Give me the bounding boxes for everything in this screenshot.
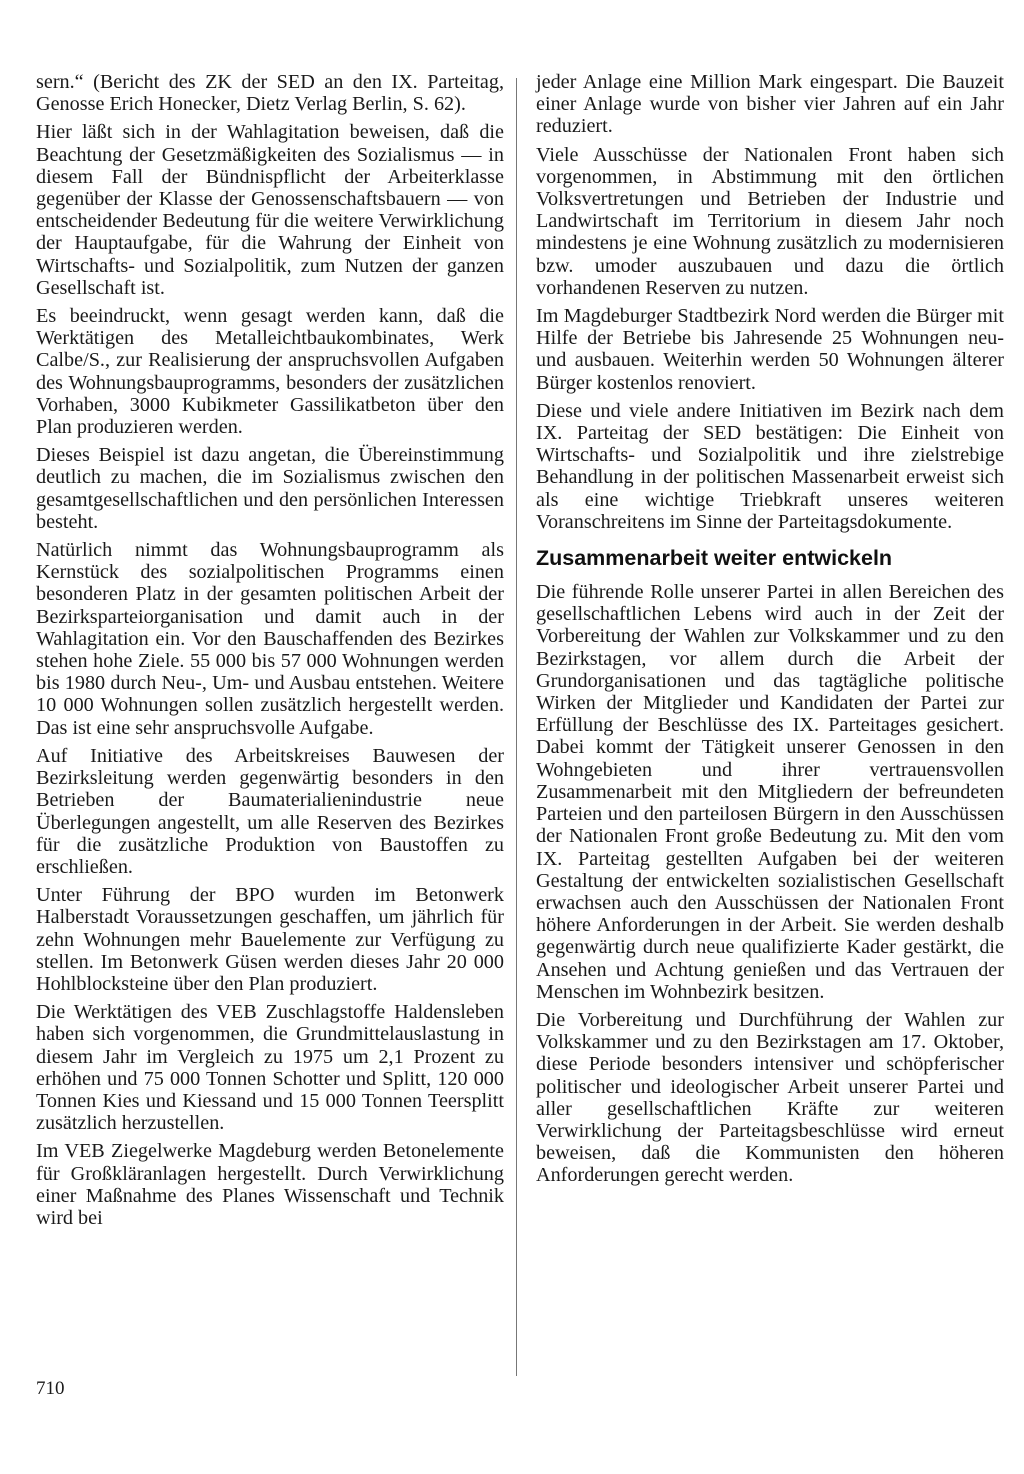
left-paragraph-5: Natürlich nimmt das Wohnungsbauprogramm als Kernstück des sozialpolitischen Programms einen besonderen Platz in der gesamten politischen Arbeit der Bezirksparteiorganisation und damit auch in der Wahlagitation ein. Vor den Bauschaffenden des Bezirkes stehen hohe Ziele. 55 000 bis 57 000 Wohnungen werden bis 1980 durch Neu-, Um- und Ausbau entstehen. Weitere 10 000 Wohnungen sollen zusätzlich hergestellt werden. Das ist eine sehr anspruchsvolle Aufgabe. [36,539,504,739]
left-paragraph-9: Im VEB Ziegelwerke Magdeburg werden Betonelemente für Großkläranlagen hergestellt. Durch Verwirklichung einer Maßnahme des Planes Wissenschaft und Technik wird bei [36,1140,504,1229]
page-number: 710 [36,1378,65,1399]
right-column [536,71,1004,1193]
column-divider [516,78,517,1376]
left-paragraph-7: Unter Führung der BPO wurden im Betonwerk Halberstadt Voraussetzungen geschaffen, um jährlich für zehn Wohnungen mehr Bauelemente zur Verfügung zu stellen. Im Betonwerk Güsen werden dieses Jahr 20 000 Hohlblocksteine über den Plan produziert. [36,884,504,995]
right-paragraph-1: jeder Anlage eine Million Mark eingespart. Die Bauzeit einer Anlage wurde von bisher vier Jahren auf ein Jahr reduziert. [536,71,1004,138]
left-paragraph-2: Hier läßt sich in der Wahlagitation beweisen, daß die Beachtung der Gesetzmäßigkeiten des Sozialismus — in diesem Fall der Bündnispflicht der Arbeiterklasse gegenüber der Klasse der Genossenschaftsbauern — von entscheidender Bedeutung für die weitere Verwirklichung der Hauptaufgabe, für die Wahrung der Einheit von Wirtschafts- und Sozialpolitik, zum Nutzen der ganzen Gesellschaft ist. [36,121,504,299]
left-paragraph-4: Dieses Beispiel ist dazu angetan, die Übereinstimmung deutlich zu machen, die im Sozialismus zwischen den gesamtgesellschaftlichen und den persönlichen Interessen besteht. [36,444,504,533]
left-paragraph-6: Auf Initiative des Arbeitskreises Bauwesen der Bezirksleitung werden gegenwärtig besonders in den Betrieben der Baumaterialienindustrie neue Überlegungen angestellt, um alle Reserven des Bezirkes für die zusätzliche Produktion von Baustoffen zu erschließen. [36,744,504,878]
right-paragraph-3: Im Magdeburger Stadtbezirk Nord werden die Bürger mit Hilfe der Betriebe bis Jahresende 25 Wohnungen neu- und ausbauen. Weiterhin werden 50 Wohnungen älterer Bürger kostenlos renoviert. [536,305,1004,394]
right-paragraph-6: Die Vorbereitung und Durchführung der Wahlen zur Volkskammer und zu den Bezirkstagen am 17. Oktober, diese Periode besonders intensiver und schöpferischer politischer und ideologischer Arbeit unserer Partei und aller gesellschaftlichen Kräfte zur weiteren Verwirklichung der Parteitagsbeschlüsse wird erneut beweisen, daß die Kommunisten den höheren Anforderungen gerecht werden. [536,1008,1004,1187]
section-heading: Zusammenarbeit weiter entwickeln [536,546,893,571]
right-paragraph-4: Diese und viele andere Initiativen im Bezirk nach dem IX. Parteitag der SED bestätigen: Die Einheit von Wirtschafts- und Sozialpolitik und ihre zielstrebige Behandlung in der politischen Massenarbeit erweist sich als eine wichtige Triebkraft unseres weiteren Voranschreitens im Sinne der Parteitagsdokumente. [536,399,1004,533]
right-paragraph-5: Die führende Rolle unserer Partei in allen Bereichen des gesellschaftlichen Lebens wird auch in der Zeit der Vorbereitung der Wahlen zur Volkskammer und zu den Bezirkstagen, vor allem durch die Arbeit der Grundorganisationen und das tagtägliche politische Wirken der Mitglieder und Kandidaten der Partei zur Erfüllung der Beschlüsse des IX. Parteitages gesichert. Dabei kommt der Tätigkeit unserer Genossen in den Wohngebieten und ihrer vertrauensvollen Zusammenarbeit mit den Mitgliedern der befreundeten Parteien und den parteilosen Bürgern in den Ausschüssen der Nationalen Front große Bedeutung zu. Mit den vom IX. Parteitag gestellten Aufgaben bei der weiteren Gestaltung der entwickelten sozialistischen Gesellschaft erwachsen auch den Ausschüssen der Nationalen Front höhere Anforderungen in der Arbeit. Sie werden deshalb gegenwärtig durch neue qualifizierte Kader gestärkt, die Ansehen und Achtung genießen und das Vertrauen der Menschen im Wohnbezirk besitzen. [536,581,1004,1003]
left-paragraph-3: Es beeindruckt, wenn gesagt werden kann, daß die Werktätigen des Metalleichtbaukombinates, Werk Calbe/S., zur Realisierung der anspruchsvollen Aufgaben des Wohnungsbauprogramms, besonders der zusätzlichen Vorhaben, 3000 Kubikmeter Gassilikatbeton über den Plan produzieren werden. [36,305,504,439]
left-paragraph-8: Die Werktätigen des VEB Zuschlagstoffe Haldensleben haben sich vorgenommen, die Grundmittelauslastung in diesem Jahr im Vergleich zu 1975 um 2,1 Prozent zu erhöhen und 75 000 Tonnen Schotter und Splitt, 120 000 Tonnen Kies und Kiessand und 15 000 Tonnen Teersplitt zusätzlich herzustellen. [36,1001,504,1135]
right-paragraph-2: Viele Ausschüsse der Nationalen Front haben sich vorgenommen, in Abstimmung mit den örtlichen Volksvertretungen und Betrieben der Industrie und Landwirtschaft im Territorium in diesem Jahr noch mindestens je eine Wohnung zusätzlich zu modernisieren bzw. umoder auszubauen und dazu die örtlich vorhandenen Reserven zu nutzen. [536,143,1004,299]
left-paragraph-1: sern.“ (Bericht des ZK der SED an den IX. Parteitag, Genosse Erich Honecker, Dietz Verlag Berlin, S. 62). [36,71,504,116]
left-column [36,71,504,1235]
